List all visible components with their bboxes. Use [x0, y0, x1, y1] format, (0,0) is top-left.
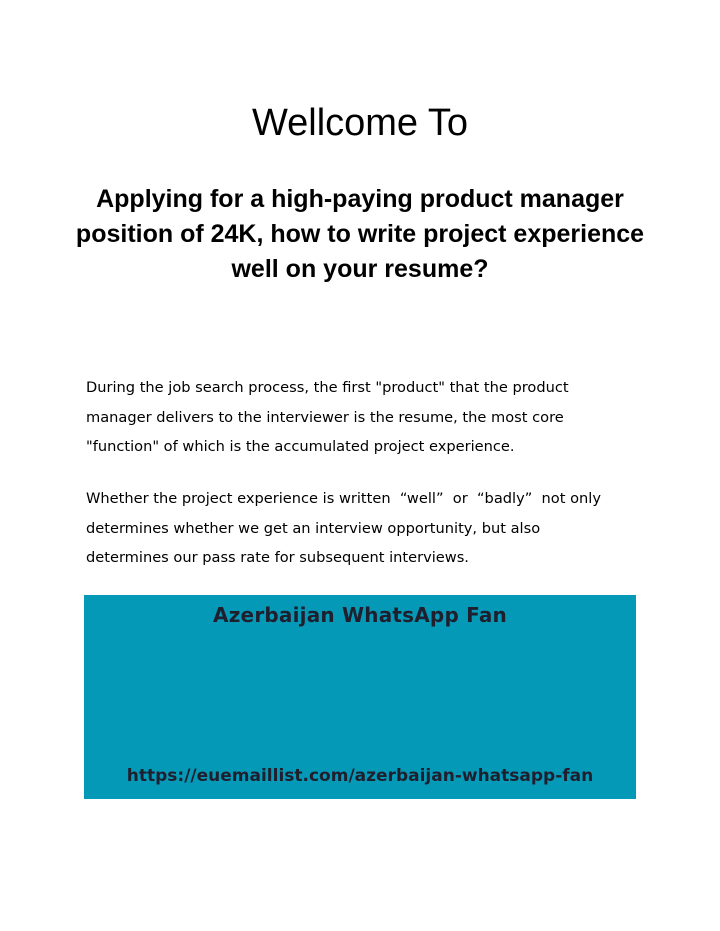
page-title: Wellcome To	[251, 102, 469, 144]
promo-banner[interactable]	[84, 595, 636, 799]
article-paragraph-1: During the job search process, the first "product" that the product manager delivers to the interviewer is the resume, the most core "function" of which is the accumulated project experience.	[86, 379, 569, 455]
banner-title: Azerbaijan WhatsApp Fan	[213, 603, 507, 627]
article-paragraph-2: Whether the project experience is written “well” or “badly” not only determines whether we get an interview opportunity, but also determines our pass rate for subsequent interviews.	[86, 490, 601, 566]
banner-url-link[interactable]: https://euemaillist.com/azerbaijan-whatsapp-fan	[126, 766, 594, 786]
article-headline: Applying for a high-paying product manager position of 24K, how to write project experience well on your resume?	[75, 185, 645, 283]
